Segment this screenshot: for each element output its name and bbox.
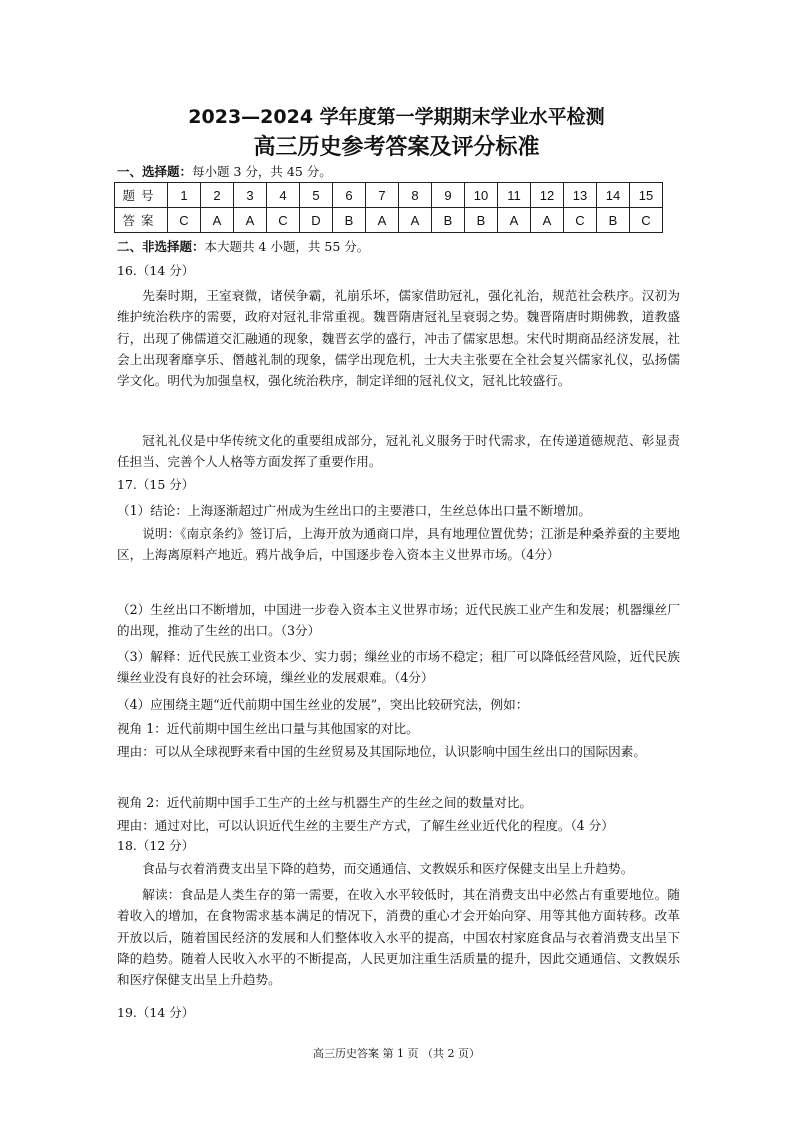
answer-cell: A [399,208,432,233]
question-number-cell: 11 [498,183,531,208]
question-number-cell: 15 [630,183,663,208]
q18-number: 18.（12 分） [117,838,195,853]
question-number-cell: 12 [531,183,564,208]
q17-view-1: 视角 1：近代前期中国生丝出口量与其他国家的对比。 [117,721,419,736]
question-number-cell: 2 [201,183,234,208]
question-number-cell: 3 [234,183,267,208]
q19-number: 19.（14 分） [117,1005,195,1020]
row-head-answer: 答案 [115,208,168,233]
answer-cell: C [630,208,663,233]
section-2-desc: 本大题共 4 小题，共 55 分。 [204,239,370,254]
page-footer: 高三历史答案 第 1 页 （共 2 页） [313,1047,480,1060]
question-number-cell: 7 [366,183,399,208]
question-number-cell: 8 [399,183,432,208]
section-2-label: 二、非选择题： [117,239,205,254]
q17-explanation: 说明：《南京条约》签订后，上海开放为通商口岸，具有地理位置优势；江浙是种桑养蚕的主要地区，上海离原料产地近。鸦片战争后，中国逐步卷入资本主义世界市场。（4分） [117,526,680,563]
answer-cell: C [267,208,300,233]
q16-paragraph-2: 冠礼礼仪是中华传统文化的重要组成部分，冠礼礼义服务于时代需求，在传递道德规范、彰显责任担当、完善个人人格等方面发挥了重要作用。 [117,433,680,470]
answer-table [114,182,663,233]
q17-number: 17.（15 分） [117,477,195,492]
q16-number: 16.（14 分） [117,263,195,278]
q17-part-2: （2）生丝出口不断增加，中国进一步卷入资本主义世界市场；近代民族工业产生和发展；机器缫丝厂的出现，推动了生丝的出口。（3分） [117,602,680,639]
question-number-cell: 5 [300,183,333,208]
q17-view-2: 视角 2：近代前期中国手工生产的土丝与机器生产的生丝之间的数量对比。 [117,795,533,810]
question-number-cell: 4 [267,183,300,208]
answer-cell: B [432,208,465,233]
q17-part-3: （3）解释：近代民族工业资本少、实力弱；缫丝业的市场不稳定；租厂可以降低经营风险，近代民族缫丝业没有良好的社会环境，缫丝业的发展艰难。（4分） [117,649,680,686]
answer-cell: A [498,208,531,233]
q16-paragraph-1: 先秦时期，王室衰微，诸侯争霸，礼崩乐坏，儒家借助冠礼，强化礼治，规范社会秩序。汉初为维护统治秩序的需要，政府对冠礼非常重视。魏晋隋唐冠礼呈衰弱之势。魏晋隋唐时期佛教，道教盛行，出现了佛儒道交汇融通的现象，魏晋玄学的盛行，冲击了儒家思想。宋代时期商品经济发展，社会上出现奢靡享乐、僭越礼制的现象，儒学出现危机，士大夫主张要在全社会复兴儒家礼仪，弘扬儒学文化。明代为加强皇权，强化统治秩序，制定详细的冠礼仪文，冠礼比较盛行。 [117,288,680,389]
question-number-cell: 10 [465,183,498,208]
section-1-desc: 每小题 3 分，共 45 分。 [192,164,332,179]
section-1-label: 一、选择题： [117,164,193,179]
answer-cell: A [201,208,234,233]
answer-cell: A [531,208,564,233]
q17-reason-1: 理由：可以从全球视野来看中国的生丝贸易及其国际地位，认识影响中国生丝出口的国际因素。 [117,744,646,759]
answer-cell: B [597,208,630,233]
q17-part-1: （1）结论：上海逐渐超过广州成为生丝出口的主要港口，生丝总体出口量不断增加。 [117,503,591,518]
row-head-number: 题号 [115,183,168,208]
answer-cell: B [465,208,498,233]
answer-cell: C [564,208,597,233]
q17-part-4: （4）应围绕主题“近代前期中国生丝业的发展”，突出比较研究法，例如： [117,697,529,712]
section-1-heading [117,162,332,180]
question-number-cell: 6 [333,183,366,208]
q18-paragraph-2: 解读：食品是人类生存的第一需要，在收入水平较低时，其在消费支出中必然占有重要地位。随着收入的增加，在食物需求基本满足的情况下，消费的重心才会开始向穿、用等其他方面转移。改革开放以后，随着国民经济的发展和人们整体收入水平的提高，中国农村家庭食品与衣着消费支出呈下降的趋势。随着人民收入水平的不断提高，人民更加注重生活质量的提升，因此交通通信、文教娱乐和医疗保健支出呈上升趋势。 [117,887,680,988]
document-subtitle: 高三历史参考答案及评分标准 [253,135,540,160]
exam-title: 2023—2024 学年度第一学期期末学业水平检测 [188,106,605,128]
table-row-numbers [115,183,663,208]
table-row-answers [115,208,663,233]
q17-reason-2: 理由：通过对比，可以认识近代生丝的主要生产方式，了解生丝业近代化的程度。（4 分） [117,818,614,833]
question-number-cell: 9 [432,183,465,208]
question-number-cell: 1 [168,183,201,208]
answer-cell: A [234,208,267,233]
question-number-cell: 14 [597,183,630,208]
answer-cell: D [300,208,333,233]
answer-cell: A [366,208,399,233]
q18-paragraph-1: 食品与衣着消费支出呈下降的趋势，而交通通信、文教娱乐和医疗保健支出呈上升趋势。 [142,861,634,876]
question-number-cell: 13 [564,183,597,208]
answer-cell: C [168,208,201,233]
answer-cell: B [333,208,366,233]
section-2-heading [117,237,369,255]
